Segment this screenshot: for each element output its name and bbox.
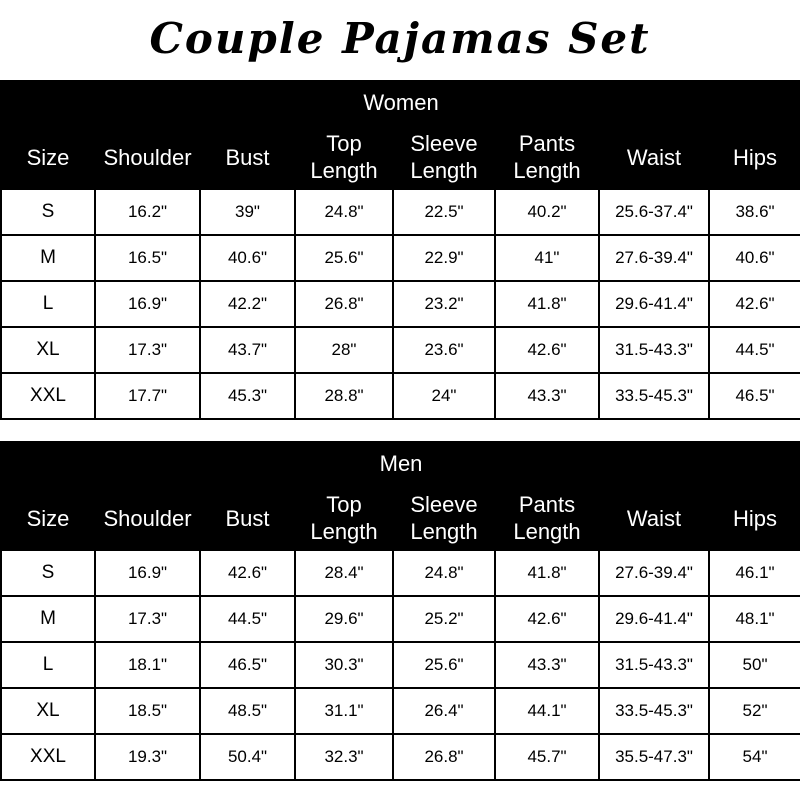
cell-hips: 46.5" (709, 373, 800, 419)
column-header-pants-length (495, 486, 599, 550)
cell-top-length: 30.3" (295, 642, 393, 688)
cell-sleeve-length: 24" (393, 373, 495, 419)
cell-pants-length: 40.2" (495, 189, 599, 235)
cell-bust: 50.4" (200, 734, 295, 780)
cell-top-length: 31.1" (295, 688, 393, 734)
cell-waist: 31.5-43.3" (599, 642, 709, 688)
column-header-text: Hips (733, 505, 778, 531)
column-header-row (1, 125, 800, 189)
cell-size: M (1, 235, 95, 281)
cell-sleeve-length: 23.6" (393, 327, 495, 373)
column-header-text: Sleeve (410, 131, 478, 156)
cell-top-length: 24.8" (295, 189, 393, 235)
cell-pants-length: 41.8" (495, 550, 599, 596)
cell-bust: 44.5" (200, 596, 295, 642)
cell-waist: 27.6-39.4" (599, 550, 709, 596)
page-title: Couple Pajamas Set (149, 14, 651, 63)
column-header-text: Sleeve (410, 492, 478, 517)
cell-size: XL (1, 688, 95, 734)
cell-shoulder: 17.7" (95, 373, 200, 419)
column-header-hips (709, 486, 800, 550)
cell-pants-length: 41.8" (495, 281, 599, 327)
cell-pants-length: 41" (495, 235, 599, 281)
column-header-text: Size (26, 505, 70, 531)
cell-shoulder: 16.5" (95, 235, 200, 281)
cell-sleeve-length: 22.9" (393, 235, 495, 281)
cell-bust: 43.7" (200, 327, 295, 373)
cell-bust: 48.5" (200, 688, 295, 734)
table-body (1, 550, 800, 780)
table-row (1, 734, 800, 780)
column-header-size (1, 486, 95, 550)
cell-hips: 52" (709, 688, 800, 734)
cell-sleeve-length: 25.6" (393, 642, 495, 688)
column-header-text: Length (513, 158, 581, 183)
cell-pants-length: 44.1" (495, 688, 599, 734)
cell-shoulder: 16.9" (95, 550, 200, 596)
column-header-bust (200, 486, 295, 550)
column-header-text: Hips (733, 144, 778, 170)
cell-bust: 45.3" (200, 373, 295, 419)
cell-shoulder: 16.2" (95, 189, 200, 235)
cell-top-length: 29.6" (295, 596, 393, 642)
cell-waist: 27.6-39.4" (599, 235, 709, 281)
cell-top-length: 25.6" (295, 235, 393, 281)
cell-hips: 48.1" (709, 596, 800, 642)
men-size-table (0, 441, 800, 781)
column-header-shoulder (95, 125, 200, 189)
table-row (1, 688, 800, 734)
cell-size: L (1, 642, 95, 688)
column-header-text: Top (326, 492, 362, 517)
cell-size: XL (1, 327, 95, 373)
cell-sleeve-length: 26.4" (393, 688, 495, 734)
column-header-pants-length (495, 125, 599, 189)
cell-hips: 40.6" (709, 235, 800, 281)
cell-waist: 29.6-41.4" (599, 596, 709, 642)
cell-hips: 54" (709, 734, 800, 780)
column-header-sleeve-length (393, 486, 495, 550)
cell-bust: 40.6" (200, 235, 295, 281)
cell-size: S (1, 189, 95, 235)
column-header-text: Pants (518, 492, 576, 517)
column-header-waist (599, 125, 709, 189)
cell-sleeve-length: 26.8" (393, 734, 495, 780)
cell-top-length: 26.8" (295, 281, 393, 327)
cell-bust: 42.6" (200, 550, 295, 596)
cell-waist: 29.6-41.4" (599, 281, 709, 327)
column-header-size (1, 125, 95, 189)
table-row (1, 596, 800, 642)
column-header-text: Shoulder (103, 144, 192, 170)
cell-pants-length: 45.7" (495, 734, 599, 780)
table-row (1, 373, 800, 419)
column-header-text: Length (310, 519, 378, 544)
column-header-text: Bust (225, 144, 270, 170)
cell-pants-length: 42.6" (495, 327, 599, 373)
group-title-men: Men (1, 442, 800, 486)
cell-sleeve-length: 24.8" (393, 550, 495, 596)
cell-size: S (1, 550, 95, 596)
column-header-text: Waist (626, 505, 682, 531)
cell-top-length: 28.4" (295, 550, 393, 596)
cell-bust: 39" (200, 189, 295, 235)
column-header-sleeve-length (393, 125, 495, 189)
cell-sleeve-length: 22.5" (393, 189, 495, 235)
column-header-text: Pants (518, 131, 576, 156)
column-header-shoulder (95, 486, 200, 550)
women-size-table (0, 80, 800, 420)
table-body (1, 189, 800, 419)
cell-top-length: 28.8" (295, 373, 393, 419)
cell-shoulder: 18.5" (95, 688, 200, 734)
cell-shoulder: 17.3" (95, 596, 200, 642)
cell-pants-length: 42.6" (495, 596, 599, 642)
cell-pants-length: 43.3" (495, 373, 599, 419)
column-header-text: Length (410, 519, 478, 544)
cell-top-length: 28" (295, 327, 393, 373)
cell-hips: 44.5" (709, 327, 800, 373)
cell-hips: 46.1" (709, 550, 800, 596)
cell-hips: 50" (709, 642, 800, 688)
table-row (1, 189, 800, 235)
cell-shoulder: 16.9" (95, 281, 200, 327)
cell-shoulder: 17.3" (95, 327, 200, 373)
table-row (1, 550, 800, 596)
cell-bust: 42.2" (200, 281, 295, 327)
column-header-text: Length (410, 158, 478, 183)
cell-size: XXL (1, 373, 95, 419)
column-header-text: Bust (225, 505, 270, 531)
cell-waist: 25.6-37.4" (599, 189, 709, 235)
column-header-text: Length (513, 519, 581, 544)
cell-hips: 38.6" (709, 189, 800, 235)
cell-waist: 35.5-47.3" (599, 734, 709, 780)
table-row (1, 235, 800, 281)
cell-pants-length: 43.3" (495, 642, 599, 688)
cell-shoulder: 18.1" (95, 642, 200, 688)
cell-shoulder: 19.3" (95, 734, 200, 780)
cell-bust: 46.5" (200, 642, 295, 688)
column-header-top-length (295, 486, 393, 550)
column-header-text: Waist (626, 144, 682, 170)
group-header-row (1, 81, 800, 125)
column-header-text: Shoulder (103, 505, 192, 531)
column-header-text: Length (310, 158, 378, 183)
column-header-text: Size (26, 144, 70, 170)
table-row (1, 327, 800, 373)
column-header-top-length (295, 125, 393, 189)
cell-hips: 42.6" (709, 281, 800, 327)
group-title-women: Women (1, 81, 800, 125)
table-row (1, 642, 800, 688)
group-header-row (1, 442, 800, 486)
column-header-bust (200, 125, 295, 189)
cell-size: L (1, 281, 95, 327)
column-header-text: Top (326, 131, 362, 156)
column-header-hips (709, 125, 800, 189)
cell-sleeve-length: 23.2" (393, 281, 495, 327)
cell-size: M (1, 596, 95, 642)
column-header-row (1, 486, 800, 550)
cell-waist: 33.5-45.3" (599, 373, 709, 419)
table-row (1, 281, 800, 327)
cell-size: XXL (1, 734, 95, 780)
cell-waist: 31.5-43.3" (599, 327, 709, 373)
cell-sleeve-length: 25.2" (393, 596, 495, 642)
cell-top-length: 32.3" (295, 734, 393, 780)
cell-waist: 33.5-45.3" (599, 688, 709, 734)
column-header-waist (599, 486, 709, 550)
